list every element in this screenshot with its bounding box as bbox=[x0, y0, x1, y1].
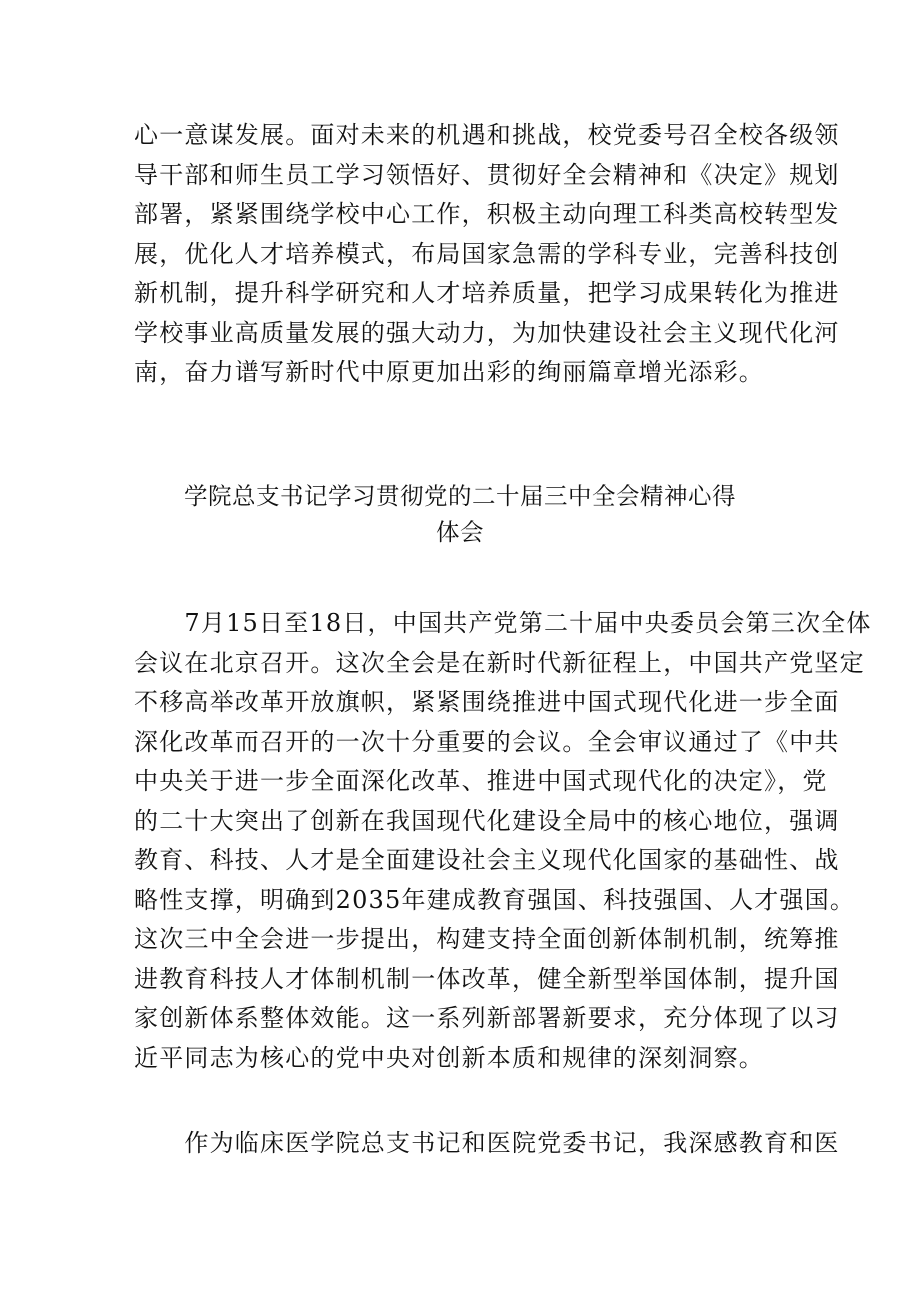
text-line: 导干部和师生员工学习领悟好、贯彻好全会精神和《决定》规划 bbox=[134, 160, 840, 189]
text-line: 家创新体系整体效能。这一系列新部署新要求，充分体现了以习 bbox=[134, 1004, 840, 1032]
text-line: 南，奋力谱写新时代中原更加出彩的绚丽篇章增光添彩。 bbox=[134, 358, 764, 386]
text-line: 部署，紧紧围绕学校中心工作，积极主动向理工科类高校转型发 bbox=[134, 200, 840, 228]
heading-line: 体会 bbox=[436, 518, 484, 546]
body-paragraph-continued bbox=[134, 116, 840, 393]
text-line: 教育、科技、人才是全面建设社会主义现代化国家的基础性、战 bbox=[134, 846, 840, 874]
text-line: 新机制，提升科学研究和人才培养质量，把学习成果转化为推进 bbox=[134, 279, 840, 307]
text-line: 这次三中全会进一步提出，构建支持全面创新体制机制，统筹推 bbox=[134, 925, 840, 953]
text-line: 的二十大突出了创新在我国现代化建设全局中的核心地位，强调 bbox=[134, 806, 840, 835]
text-line: 近平同志为核心的党中央对创新本质和规律的深刻洞察。 bbox=[134, 1043, 764, 1072]
body-paragraph bbox=[134, 1124, 840, 1164]
text-line: 深化改革而召开的一次十分重要的会议。全会审议通过了《中共 bbox=[134, 727, 840, 756]
body-paragraph bbox=[134, 604, 872, 1078]
text-line: 学校事业高质量发展的强大动力，为加快建设社会主义现代化河 bbox=[134, 318, 840, 347]
text-line: 进教育科技人才体制机制一体改革，健全新型举国体制，提升国 bbox=[134, 964, 840, 993]
text-line: 展，优化人才培养模式，布局国家急需的学科专业，完善科技创 bbox=[134, 239, 840, 268]
text-line: 心一意谋发展。面对未来的机遇和挑战，校党委号召全校各级领 bbox=[134, 121, 840, 149]
text-line: 7月15日至18日，中国共产党第二十届中央委员会第三次全体 bbox=[134, 609, 872, 637]
text-line: 不移高举改革开放旗帜，紧紧围绕推进中国式现代化进一步全面 bbox=[134, 688, 840, 716]
text-line: 会议在北京召开。这次全会是在新时代新征程上，中国共产党坚定 bbox=[134, 648, 865, 677]
text-line: 略性支撑，明确到2035年建成教育强国、科技强国、人才强国。 bbox=[134, 885, 856, 914]
text-line: 作为临床医学院总支书记和医院党委书记，我深感教育和医 bbox=[134, 1129, 840, 1157]
section-heading bbox=[120, 478, 800, 550]
text-line: 中央关于进一步全面深化改革、推进中国式现代化的决定》，党 bbox=[134, 767, 828, 795]
heading-line: 学院总支书记学习贯彻党的二十届三中全会精神心得 bbox=[184, 482, 736, 510]
